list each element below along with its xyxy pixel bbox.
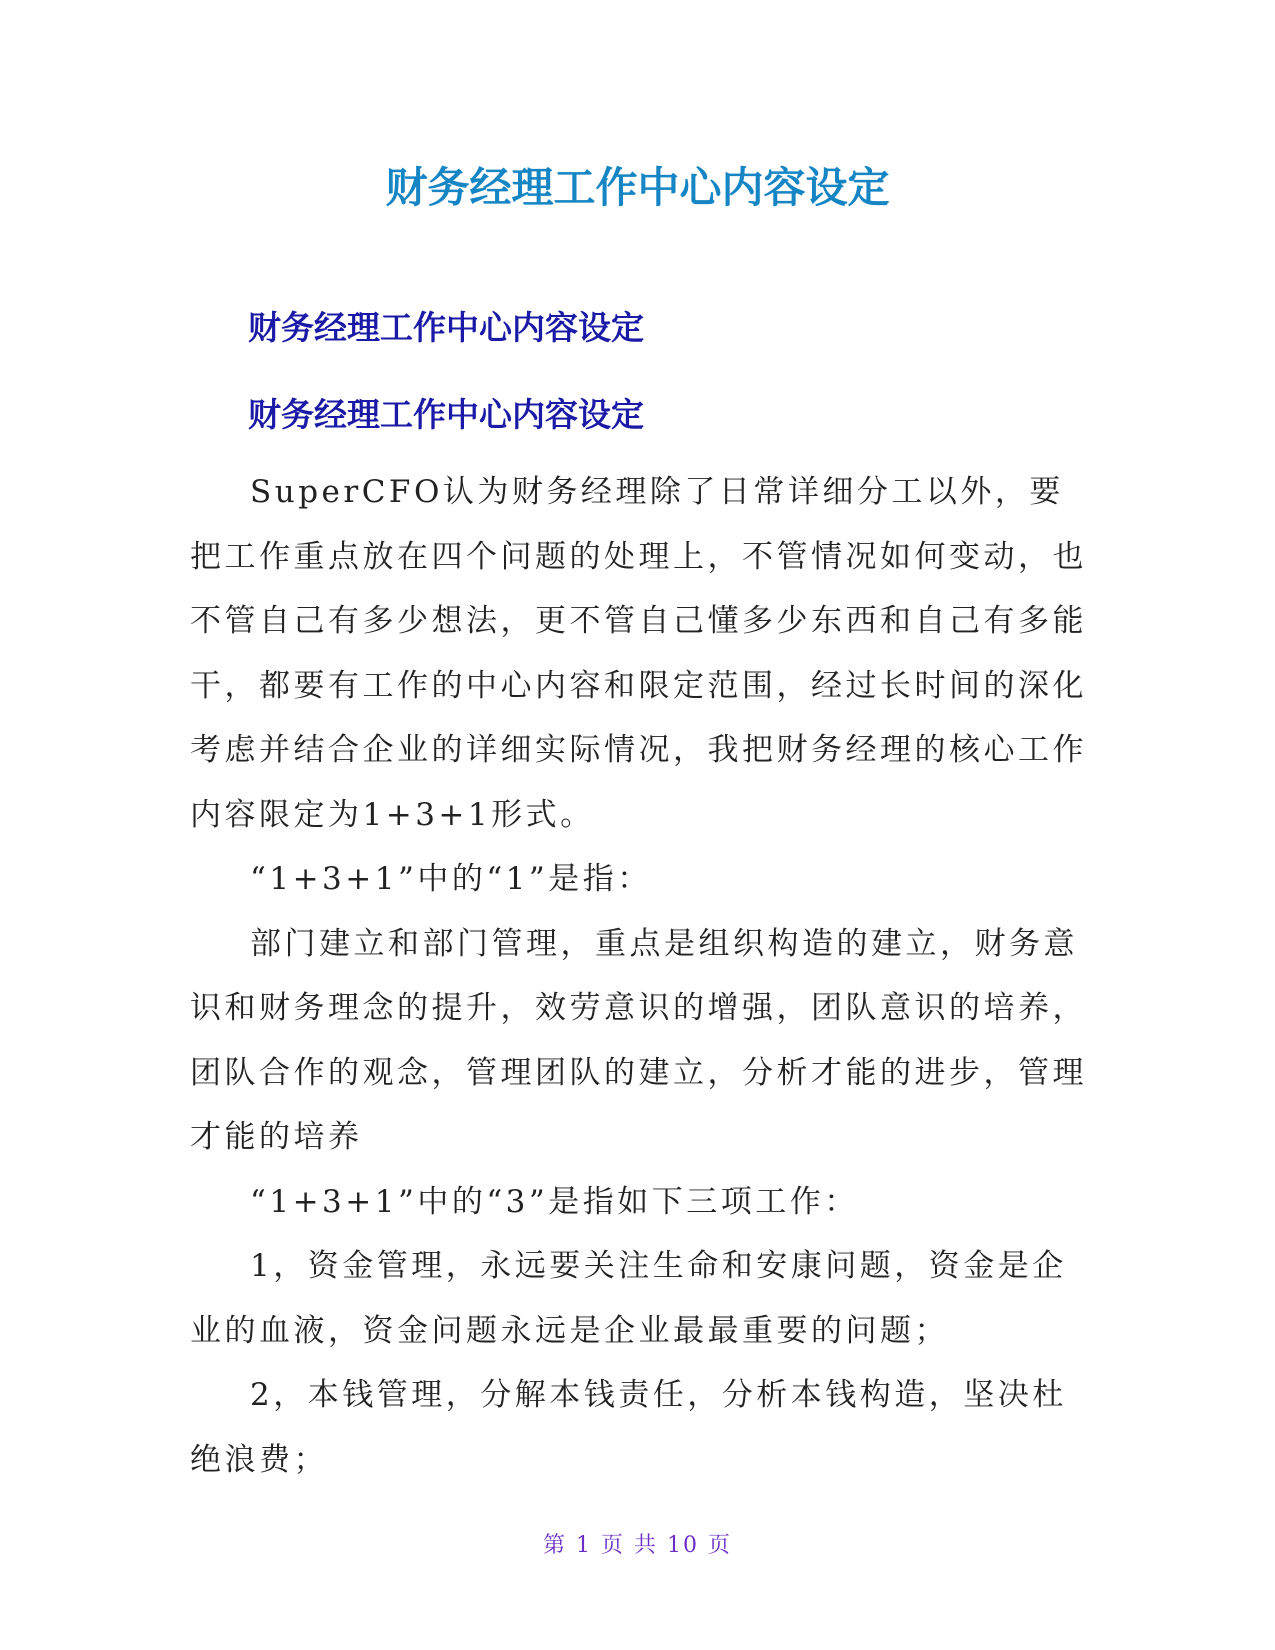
body-paragraph: 部门建立和部门管理，重点是组织构造的建立，财务意识和财务理念的提升，效劳意识的增强，团队意识的培养，团队合作的观念，管理团队的建立，分析才能的进步，管理才能的培养 (190, 925, 1087, 1155)
body-paragraph: “1+3+1”中的“3”是指如下三项工作： (250, 1183, 859, 1220)
section-heading-1: 财务经理工作中心内容设定 (248, 308, 644, 347)
body-paragraph: “1+3+1”中的“1”是指： (250, 861, 652, 897)
page-number-footer: 第 1 页 共 10 页 (543, 1533, 732, 1558)
section-heading-2: 财务经理工作中心内容设定 (248, 395, 644, 434)
document-body (190, 460, 1090, 1492)
document-title: 财务经理工作中心内容设定 (385, 163, 890, 212)
body-paragraph: SuperCFO认为财务经理除了日常详细分工以外，要把工作重点放在四个问题的处理上，不管情况如何变动，也不管自己有多少想法，更不管自己懂多少东西和自己有多能干，都要有工作的中心内容和限定范围，经过长时间的深化考虑并结合企业的详细实际情况，我把财务经理的核心工作内容限定为1+3+1形式。 (190, 474, 1087, 833)
body-paragraph: 1，资金管理，永远要关注生命和安康问题，资金是企业的血液，资金问题永远是企业最最重要的问题； (190, 1248, 1067, 1349)
body-paragraph: 2，本钱管理，分解本钱责任，分析本钱构造，坚决杜绝浪费； (190, 1377, 1067, 1478)
